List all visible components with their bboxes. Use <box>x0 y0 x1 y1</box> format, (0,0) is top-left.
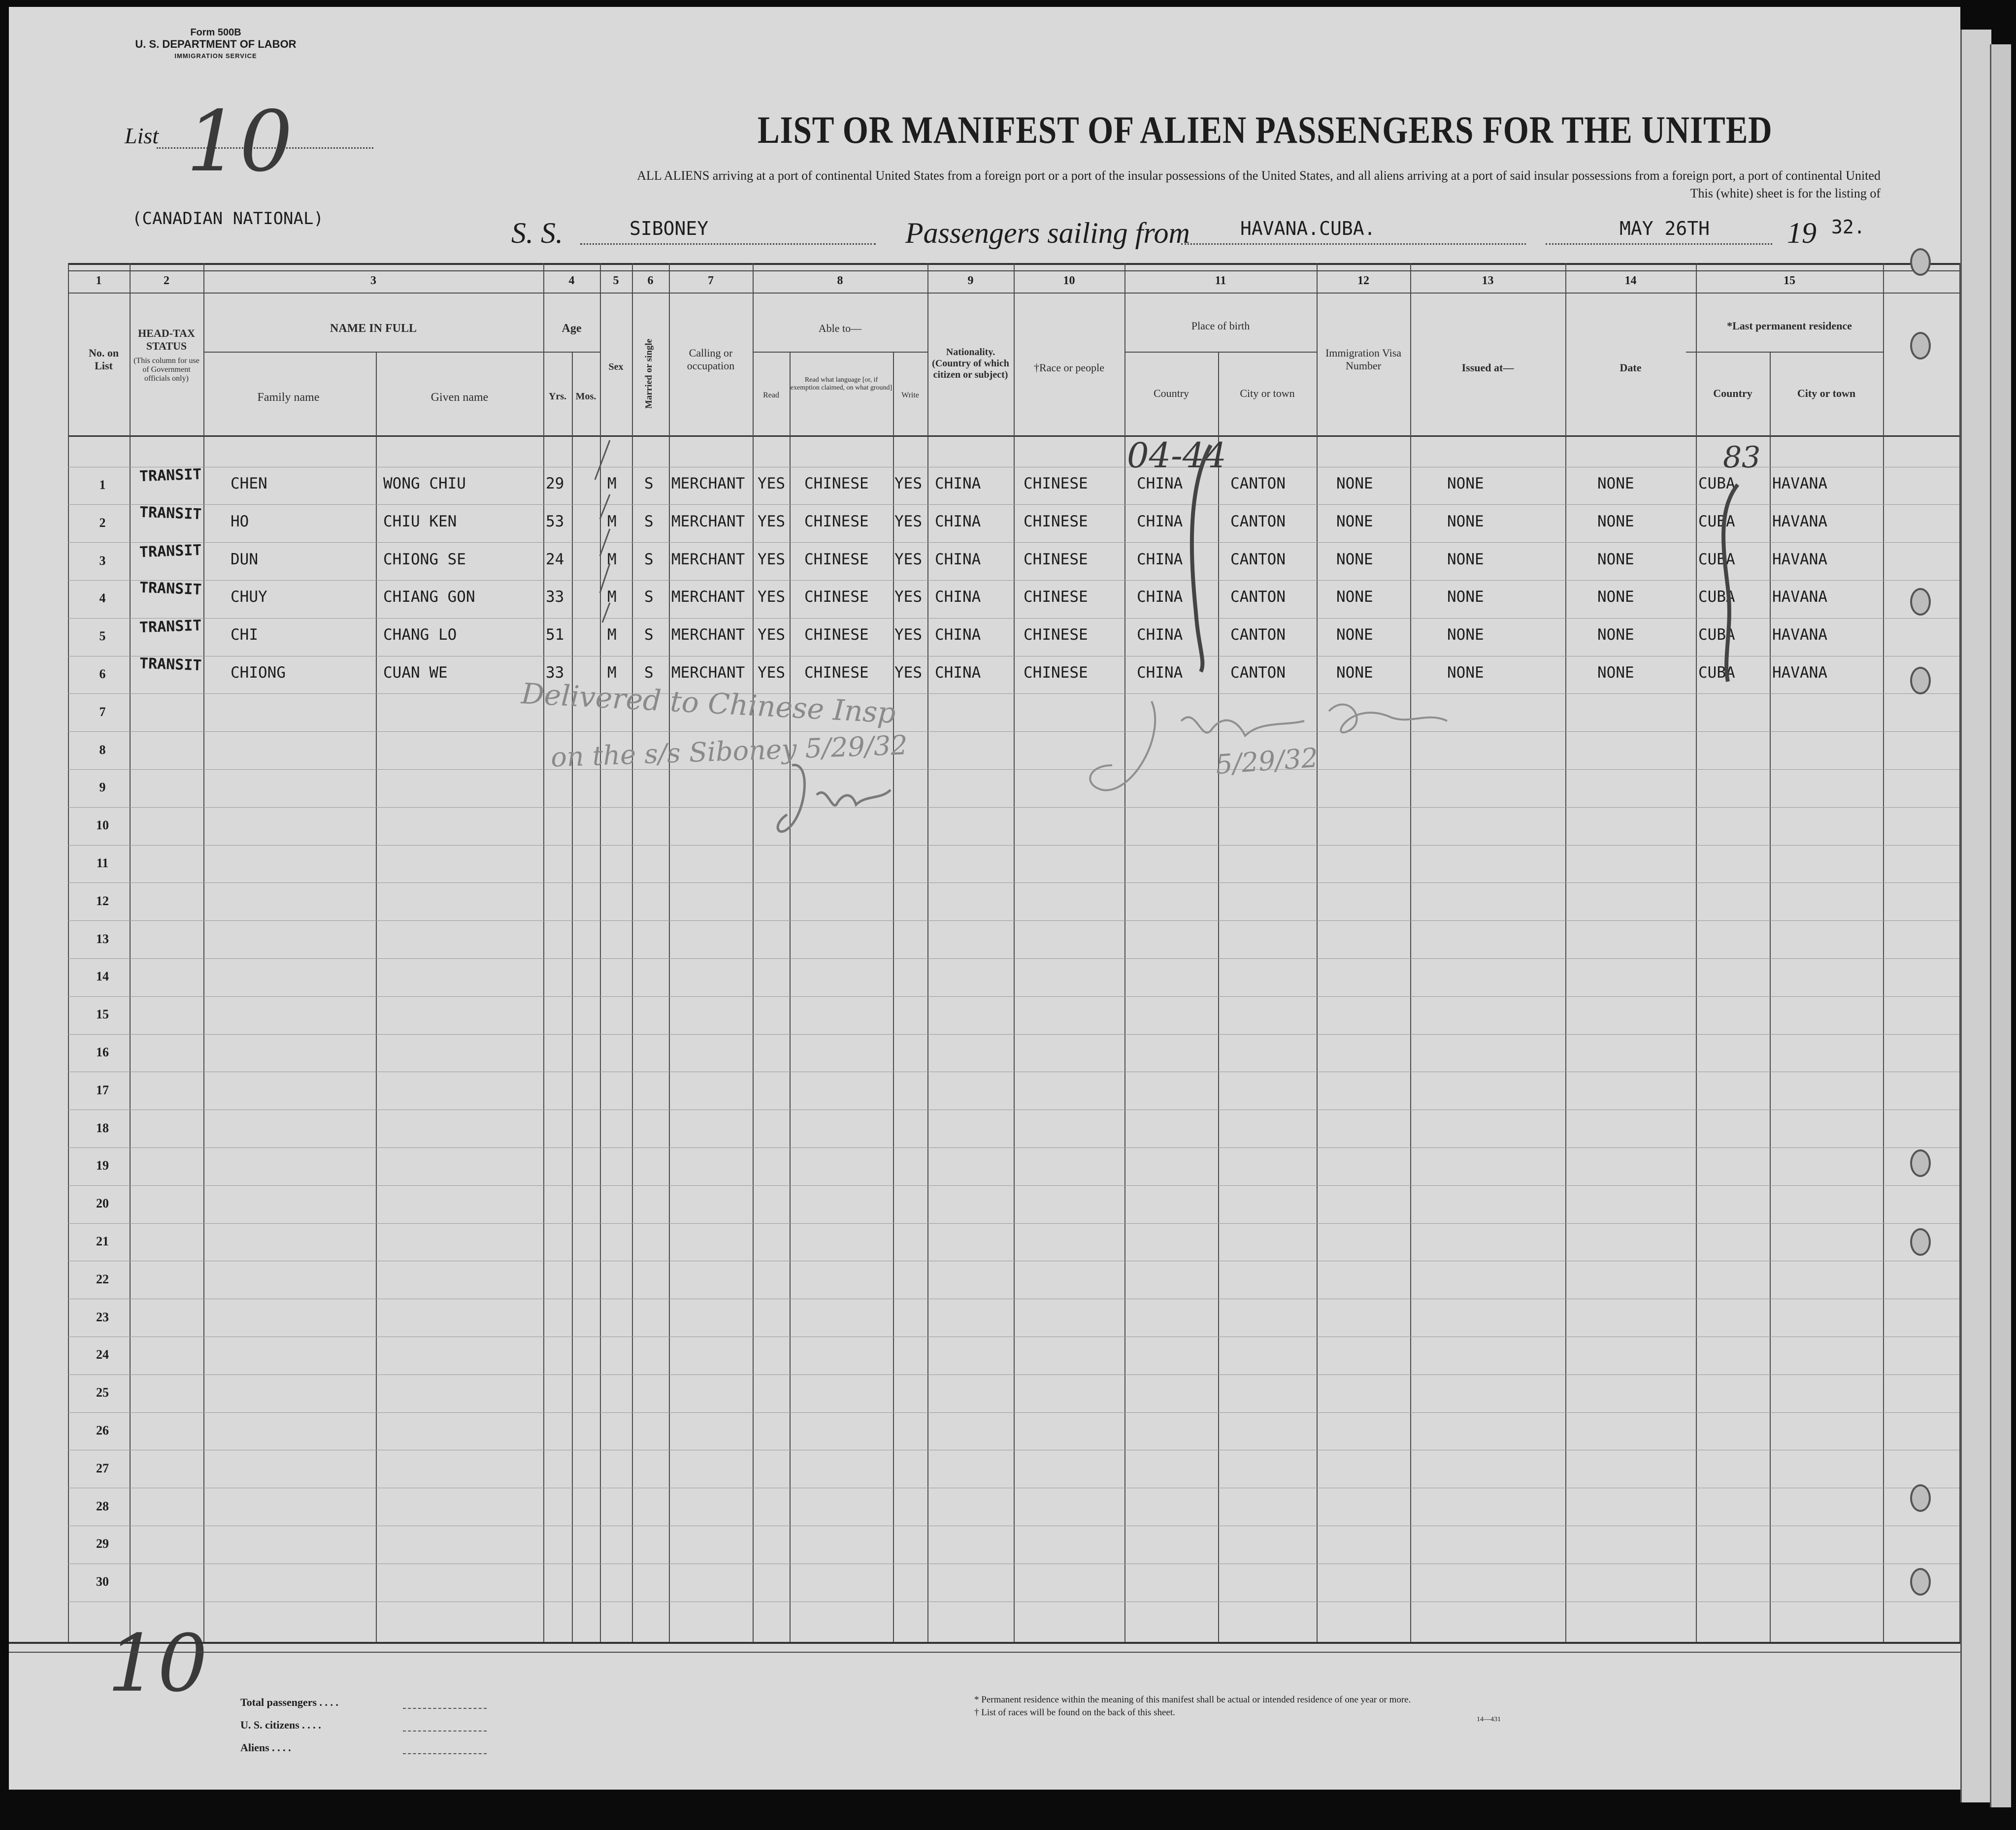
sex: M <box>607 551 617 568</box>
issue-date: NONE <box>1597 588 1634 606</box>
row-number: 28 <box>96 1499 109 1513</box>
inspector-date: 5/29/32 <box>1215 742 1320 781</box>
ditto-bracket-birth <box>1176 440 1235 677</box>
header-visa: Immigration Visa Number <box>1325 347 1402 372</box>
header-birth-country: Country <box>1153 387 1190 399</box>
page-subtitle <box>423 167 1881 202</box>
row-line <box>68 504 1959 505</box>
header-birth-city: City or town <box>1240 387 1295 399</box>
column-line <box>669 263 670 1642</box>
form-code: 14—431 <box>1477 1716 1501 1723</box>
read-language: CHINESE <box>804 588 869 606</box>
column-line <box>1696 263 1697 1642</box>
occupation: MERCHANT <box>671 513 745 530</box>
row-number: 12 <box>96 894 109 908</box>
family-name: CHUY <box>231 588 267 606</box>
row-line <box>68 845 1959 846</box>
header-head-tax <box>130 327 203 383</box>
read-language: CHINESE <box>804 551 869 568</box>
birth-subrule <box>1124 352 1317 353</box>
visa-number: NONE <box>1336 551 1373 568</box>
column-number: 9 <box>967 274 974 287</box>
row-number: 16 <box>96 1045 109 1059</box>
column-line <box>376 352 377 1642</box>
binder-hole <box>1910 248 1931 276</box>
marital-status: S <box>644 513 654 530</box>
row-line <box>68 1034 1959 1035</box>
row-line <box>68 920 1959 921</box>
totals-block <box>240 1691 338 1759</box>
nationality: CHINA <box>935 475 981 492</box>
header-married-text: Married or single <box>644 338 654 409</box>
binder-hole <box>1910 332 1931 359</box>
nationality: CHINA <box>935 626 981 644</box>
visa-number: NONE <box>1336 588 1373 606</box>
race: CHINESE <box>1024 664 1088 682</box>
birth-city: CANTON <box>1230 588 1286 606</box>
column-number: 6 <box>647 274 654 287</box>
row-line <box>68 1185 1959 1186</box>
row-number: 6 <box>99 667 106 681</box>
row-number: 10 <box>96 818 109 832</box>
age-tick-marks <box>590 435 620 642</box>
given-name: CHANG LO <box>383 626 457 644</box>
head-tax-stamp: TRANSIT <box>139 617 202 637</box>
row-line <box>68 1147 1959 1148</box>
binder-hole <box>1910 1228 1931 1256</box>
department: U. S. DEPARTMENT OF LABOR <box>135 38 297 50</box>
header-married <box>644 338 655 438</box>
marital-status: S <box>644 588 654 606</box>
given-name: CUAN WE <box>383 664 448 682</box>
list-number: 10 <box>186 93 293 191</box>
column-line <box>790 352 791 1642</box>
occupation: MERCHANT <box>671 588 745 606</box>
page-edge <box>1990 44 2011 1807</box>
column-number: 14 <box>1624 274 1637 287</box>
nationality: CHINA <box>935 664 981 682</box>
column-line <box>1770 352 1771 1642</box>
header-calling: Calling or occupation <box>687 347 735 372</box>
birth-city: CANTON <box>1230 626 1286 644</box>
column-number: 11 <box>1215 274 1226 287</box>
header-able-to: Able to— <box>818 322 862 334</box>
row-line <box>68 769 1959 770</box>
residence-city: HAVANA <box>1772 626 1827 644</box>
birth-country: CHINA <box>1137 588 1183 606</box>
birth-country: CHINA <box>1137 475 1183 492</box>
bottom-rule <box>9 1642 1960 1644</box>
issued-at: NONE <box>1447 626 1484 644</box>
family-name: CHEN <box>231 475 267 492</box>
column-line <box>130 263 131 1642</box>
row-number: 22 <box>96 1272 109 1286</box>
occupation: MERCHANT <box>671 475 745 492</box>
row-line <box>68 996 1959 997</box>
can-read: YES <box>758 664 785 682</box>
birth-country: CHINA <box>1137 626 1183 644</box>
can-write: YES <box>894 626 922 644</box>
header-no-on-list: No. on List <box>88 347 119 372</box>
birth-city: CANTON <box>1230 551 1286 568</box>
family-name: DUN <box>231 551 258 568</box>
column-line <box>68 263 69 1642</box>
ship-label: S. S. <box>511 217 563 249</box>
footnote-races: † List of races will be found on the back of this sheet. <box>974 1707 1175 1718</box>
residence-city: HAVANA <box>1772 513 1827 530</box>
sex: M <box>607 588 617 606</box>
aliens-line <box>403 1753 487 1754</box>
column-line <box>203 263 204 1642</box>
total-passengers-line <box>403 1708 487 1709</box>
header-issued-at: Issued at— <box>1461 361 1514 374</box>
head-tax-stamp: TRANSIT <box>139 654 202 675</box>
race: CHINESE <box>1024 551 1088 568</box>
row-number: 4 <box>99 591 106 605</box>
row-number: 27 <box>96 1461 109 1475</box>
residence-country: CUBA <box>1698 588 1735 606</box>
row-number: 19 <box>96 1158 109 1173</box>
header-age: Age <box>562 322 582 335</box>
read-language: CHINESE <box>804 513 869 530</box>
column-line <box>572 352 573 1642</box>
bottom-rule <box>9 1652 1960 1653</box>
nationality: CHINA <box>935 588 981 606</box>
sailing-label: Passengers sailing from <box>905 217 1190 249</box>
binder-hole <box>1910 1568 1931 1596</box>
row-number: 1 <box>99 478 106 492</box>
year-prefix: 19 <box>1787 217 1817 249</box>
issued-at: NONE <box>1447 475 1484 492</box>
family-name: CHIONG <box>231 664 286 682</box>
ditto-bracket-residence <box>1713 480 1752 686</box>
issued-at: NONE <box>1447 664 1484 682</box>
issued-at: NONE <box>1447 588 1484 606</box>
signature-right <box>1073 691 1496 805</box>
header-nationality: Nationality. (Country of which citizen or subject) <box>932 347 1009 380</box>
row-number: 15 <box>96 1007 109 1021</box>
row-line <box>68 618 1959 619</box>
column-line <box>632 263 633 1642</box>
marital-status: S <box>644 664 654 682</box>
row-line <box>68 731 1959 732</box>
column-number: 1 <box>96 274 102 287</box>
header-last-residence: *Last permanent residence <box>1727 320 1852 332</box>
occupation: MERCHANT <box>671 551 745 568</box>
footnote-residence: * Permanent residence within the meaning of this manifest shall be actual or intended residence of one year or more. <box>974 1695 1411 1705</box>
header-family-name: Family name <box>257 391 320 404</box>
row-number: 2 <box>99 516 106 530</box>
issue-date: NONE <box>1597 551 1634 568</box>
residence-country: CUBA <box>1698 475 1735 492</box>
can-write: YES <box>894 513 922 530</box>
column-number: 5 <box>613 274 619 287</box>
us-citizens-line <box>403 1731 487 1732</box>
birth-city: CANTON <box>1230 475 1286 492</box>
row-number: 25 <box>96 1385 109 1400</box>
binder-hole <box>1910 588 1931 616</box>
header-read-language: Read what language [or, if exemption claimed, on what ground] <box>790 376 892 392</box>
can-read: YES <box>758 513 785 530</box>
column-number: 13 <box>1482 274 1494 287</box>
row-line <box>68 882 1959 883</box>
sex: M <box>607 664 617 682</box>
residence-city: HAVANA <box>1772 475 1827 492</box>
residence-subrule <box>1686 352 1883 353</box>
column-line <box>1317 263 1318 1642</box>
residence-country: CUBA <box>1698 551 1735 568</box>
header-place-of-birth: Place of birth <box>1191 320 1250 332</box>
family-name: HO <box>231 513 249 530</box>
column-number: 10 <box>1063 274 1075 287</box>
row-number: 30 <box>96 1574 109 1589</box>
list-label: List <box>125 123 159 148</box>
row-line <box>68 1601 1959 1602</box>
form-identifier <box>102 27 329 62</box>
age-years: 33 <box>546 588 564 606</box>
sex: M <box>607 626 617 644</box>
footnotes <box>974 1694 1411 1719</box>
header-date: Date <box>1619 361 1642 374</box>
total-passengers-label: Total passengers . . . . <box>240 1696 339 1708</box>
row-number: 5 <box>99 629 106 643</box>
issue-date: NONE <box>1597 664 1634 682</box>
column-number: 3 <box>370 274 376 287</box>
age-years: 33 <box>546 664 564 682</box>
column-line <box>753 263 754 1642</box>
residence-country: CUBA <box>1698 664 1735 682</box>
read-language: CHINESE <box>804 626 869 644</box>
birth-country: CHINA <box>1137 513 1183 530</box>
issue-date: NONE <box>1597 513 1634 530</box>
row-line <box>68 807 1959 808</box>
header-name-in-full: NAME IN FULL <box>330 322 417 335</box>
birth-city: CANTON <box>1230 513 1286 530</box>
signature-initials-left <box>772 755 920 854</box>
bottom-handwritten-number: 10 <box>107 1617 208 1709</box>
subtitle-line-1: ALL ALIENS arriving at a port of continental United States from a foreign port or a port of the insular possessions of the United States, and all aliens arriving at a port of said insular possessions from a foreign port, a port of continental United <box>637 168 1881 183</box>
issue-date: NONE <box>1597 626 1634 644</box>
issued-at: NONE <box>1447 513 1484 530</box>
row-line <box>68 1374 1959 1375</box>
header-mos: Mos. <box>575 391 596 402</box>
nationality: CHINA <box>935 551 981 568</box>
row-number: 18 <box>96 1121 109 1135</box>
aliens-label: Aliens . . . . <box>240 1741 291 1754</box>
us-citizens-label: U. S. citizens . . . . <box>240 1719 321 1731</box>
read-language: CHINESE <box>804 664 869 682</box>
row-number: 20 <box>96 1196 109 1210</box>
race: CHINESE <box>1024 626 1088 644</box>
row-number: 13 <box>96 932 109 946</box>
head-tax-stamp: TRANSIT <box>139 503 202 523</box>
header-yrs: Yrs. <box>548 391 567 402</box>
column-line <box>1565 263 1566 1642</box>
occupation: MERCHANT <box>671 664 745 682</box>
row-line <box>68 1223 1959 1224</box>
race: CHINESE <box>1024 513 1088 530</box>
column-line <box>1014 263 1015 1642</box>
residence-city: HAVANA <box>1772 664 1827 682</box>
visa-number: NONE <box>1336 475 1373 492</box>
binder-hole <box>1910 667 1931 694</box>
able-subrule <box>753 352 927 353</box>
can-write: YES <box>894 551 922 568</box>
can-read: YES <box>758 475 785 492</box>
year-suffix: 32. <box>1831 216 1865 238</box>
delivery-note-line-1: Delivered to Chinese Insp <box>520 677 897 730</box>
header-sex: Sex <box>608 361 624 372</box>
row-number: 29 <box>96 1536 109 1551</box>
column-line <box>543 263 544 1642</box>
row-number: 9 <box>99 780 106 794</box>
header-res-city: City or town <box>1797 387 1856 399</box>
can-write: YES <box>894 588 922 606</box>
row-number: 23 <box>96 1310 109 1324</box>
row-line <box>68 580 1959 581</box>
service: IMMIGRATION SERVICE <box>174 52 257 60</box>
column-number: 15 <box>1784 274 1795 287</box>
column-line <box>1883 263 1884 1642</box>
nationality: CHINA <box>935 513 981 530</box>
header-race: †Race or people <box>1034 361 1104 374</box>
row-line <box>68 542 1959 543</box>
form-number: Form 500B <box>190 27 241 38</box>
sex: M <box>607 475 617 492</box>
row-number: 3 <box>99 554 106 568</box>
birth-country: CHINA <box>1137 551 1183 568</box>
can-read: YES <box>758 551 785 568</box>
header-read: Read <box>763 391 779 399</box>
marital-status: S <box>644 475 654 492</box>
row-line <box>68 693 1959 694</box>
marital-status: S <box>644 626 654 644</box>
family-name: CHI <box>231 626 258 644</box>
row-number: 7 <box>99 705 106 719</box>
subtitle-line-2: This (white) sheet is for the listing of <box>1690 186 1881 200</box>
ship-underline <box>580 243 876 245</box>
ship-name: SIBONEY <box>629 218 709 239</box>
manifest-sheet <box>9 7 1960 1790</box>
age-years: 24 <box>546 551 564 568</box>
column-line <box>1124 263 1125 1642</box>
header-given-name: Given name <box>430 391 489 404</box>
row-number: 17 <box>96 1083 109 1097</box>
binder-hole <box>1910 1149 1931 1177</box>
birth-note: 04-44 <box>1127 435 1226 476</box>
residence-country: CUBA <box>1698 626 1735 644</box>
column-number: 4 <box>568 274 575 287</box>
column-line <box>927 263 928 1642</box>
row-line <box>68 1412 1959 1413</box>
birth-country: CHINA <box>1137 664 1183 682</box>
binder-hole <box>1910 1484 1931 1512</box>
row-number: 14 <box>96 969 109 983</box>
birth-city: CANTON <box>1230 664 1286 682</box>
visa-number: NONE <box>1336 664 1373 682</box>
row-number: 24 <box>96 1347 109 1362</box>
row-number: 21 <box>96 1234 109 1248</box>
residence-city: HAVANA <box>1772 551 1827 568</box>
residence-country: CUBA <box>1698 513 1735 530</box>
column-number: 12 <box>1357 274 1369 287</box>
age-years: 53 <box>546 513 564 530</box>
row-line <box>68 958 1959 959</box>
given-name: CHIONG SE <box>383 551 466 568</box>
can-write: YES <box>894 475 922 492</box>
header-head-tax-note: (This column for use of Government officials only) <box>133 357 199 383</box>
column-line <box>1410 263 1411 1642</box>
sailing-date: MAY 26TH <box>1619 218 1710 239</box>
head-tax-stamp: TRANSIT <box>139 541 202 561</box>
page-edge <box>1960 30 1991 1802</box>
issued-at: NONE <box>1447 551 1484 568</box>
occupation: MERCHANT <box>671 626 745 644</box>
sailing-port: HAVANA.CUBA. <box>1240 218 1376 239</box>
visa-number: NONE <box>1336 626 1373 644</box>
issue-date: NONE <box>1597 475 1634 492</box>
can-read: YES <box>758 626 785 644</box>
column-number: 2 <box>164 274 169 287</box>
age-years: 29 <box>546 475 564 492</box>
marital-status: S <box>644 551 654 568</box>
race: CHINESE <box>1024 588 1088 606</box>
given-name: WONG CHIU <box>383 475 466 492</box>
date-underline <box>1546 243 1772 245</box>
header-res-country: Country <box>1713 387 1752 399</box>
age-years: 51 <box>546 626 564 644</box>
residence-note: 83 <box>1723 440 1761 475</box>
residence-city: HAVANA <box>1772 588 1827 606</box>
head-tax-stamp: TRANSIT <box>139 579 202 599</box>
can-read: YES <box>758 588 785 606</box>
read-language: CHINESE <box>804 475 869 492</box>
row-number: 8 <box>99 743 106 757</box>
column-line <box>1959 263 1960 1642</box>
given-name: CHIANG GON <box>383 588 475 606</box>
head-tax-stamp: TRANSIT <box>139 465 202 486</box>
race: CHINESE <box>1024 475 1088 492</box>
delivery-note-line-2: on the s/s Siboney 5/29/32 <box>550 729 908 773</box>
visa-number: NONE <box>1336 513 1373 530</box>
column-number: 8 <box>837 274 843 287</box>
sex: M <box>607 513 617 530</box>
page-title: LIST OR MANIFEST OF ALIEN PASSENGERS FOR THE UNITED <box>758 108 1773 151</box>
row-number: 11 <box>96 856 109 870</box>
header-head-tax-title: HEAD-TAX STATUS <box>138 327 195 352</box>
given-name: CHIU KEN <box>383 513 457 530</box>
column-line <box>893 352 894 1642</box>
row-number: 26 <box>96 1423 109 1438</box>
line-label: (CANADIAN NATIONAL) <box>132 209 324 229</box>
sailing-underline <box>1181 243 1526 245</box>
column-number: 7 <box>708 274 714 287</box>
can-write: YES <box>894 664 922 682</box>
header-write: Write <box>901 391 919 399</box>
name-subrule <box>203 352 543 353</box>
